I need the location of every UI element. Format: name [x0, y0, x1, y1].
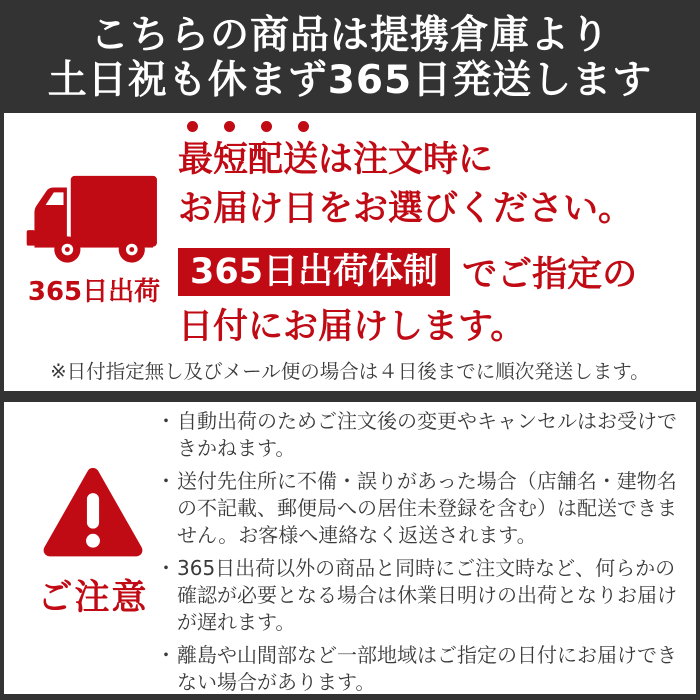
caution-item-text: 365日出荷以外の商品と同時にご注文時など、何らかの確認が必要となる場合は休業日明けの出荷となりお届けが遅れます。 — [177, 556, 677, 634]
top-banner-line2: 土日祝も休まず365日発送します — [47, 58, 653, 103]
caution-panel — [4, 402, 696, 694]
caution-list-item — [156, 468, 686, 549]
emphasis-dot — [224, 121, 235, 132]
shipping-message — [178, 119, 637, 348]
top-banner-line1: こちらの商品は提携倉庫より — [89, 13, 610, 58]
headline-line2: お届け日をお選びください。 — [178, 189, 634, 229]
caution-item-text: 自動出荷のためご注文後の変更やキャンセルはお受けできかねます。 — [177, 409, 677, 460]
shipping-panel — [4, 113, 696, 391]
caution-label: ご注意 — [37, 578, 149, 618]
caution-list — [156, 408, 686, 694]
emphasis-dot — [261, 121, 272, 132]
highlight-row — [178, 247, 637, 297]
bullet-marker: ・ — [156, 556, 176, 580]
truck-label: 365日出荷 — [27, 277, 161, 307]
bullet-marker: ・ — [156, 469, 176, 493]
caution-list-item — [156, 642, 686, 694]
bullet-marker: ・ — [156, 643, 176, 667]
emphasis-dots — [187, 121, 637, 133]
emphasis-dot — [187, 121, 198, 132]
delivery-truck-icon — [14, 173, 174, 265]
truck-block — [14, 173, 174, 308]
emphasis-dot — [298, 121, 309, 132]
caution-item-text: 離島や山間部など一部地域はご指定の日付にお届けできない場合があります。 — [177, 643, 677, 694]
highlight-badge: 365日出荷体制 — [178, 248, 450, 296]
caution-list-item — [156, 408, 686, 462]
caution-list-item — [156, 555, 686, 636]
bullet-marker: ・ — [156, 409, 176, 433]
highlight-suffix: でご指定の — [462, 255, 638, 295]
caution-block — [26, 464, 160, 620]
top-banner — [0, 0, 700, 113]
headline-line1: 最短配送は注文時に — [178, 140, 494, 180]
headline-line3: 日付にお届けします。 — [178, 307, 526, 347]
shipping-note: ※日付指定無し及びメール便の場合は４日後までに順次発送します。 — [50, 360, 650, 383]
warning-triangle-icon — [26, 464, 160, 562]
caution-item-text: 送付先住所に不備・誤りがあった場合（店舗名・建物名の不記載、郵便局への居住未登録を含む）は配送できません。お客様へ連絡なく返送されます。 — [177, 469, 677, 547]
